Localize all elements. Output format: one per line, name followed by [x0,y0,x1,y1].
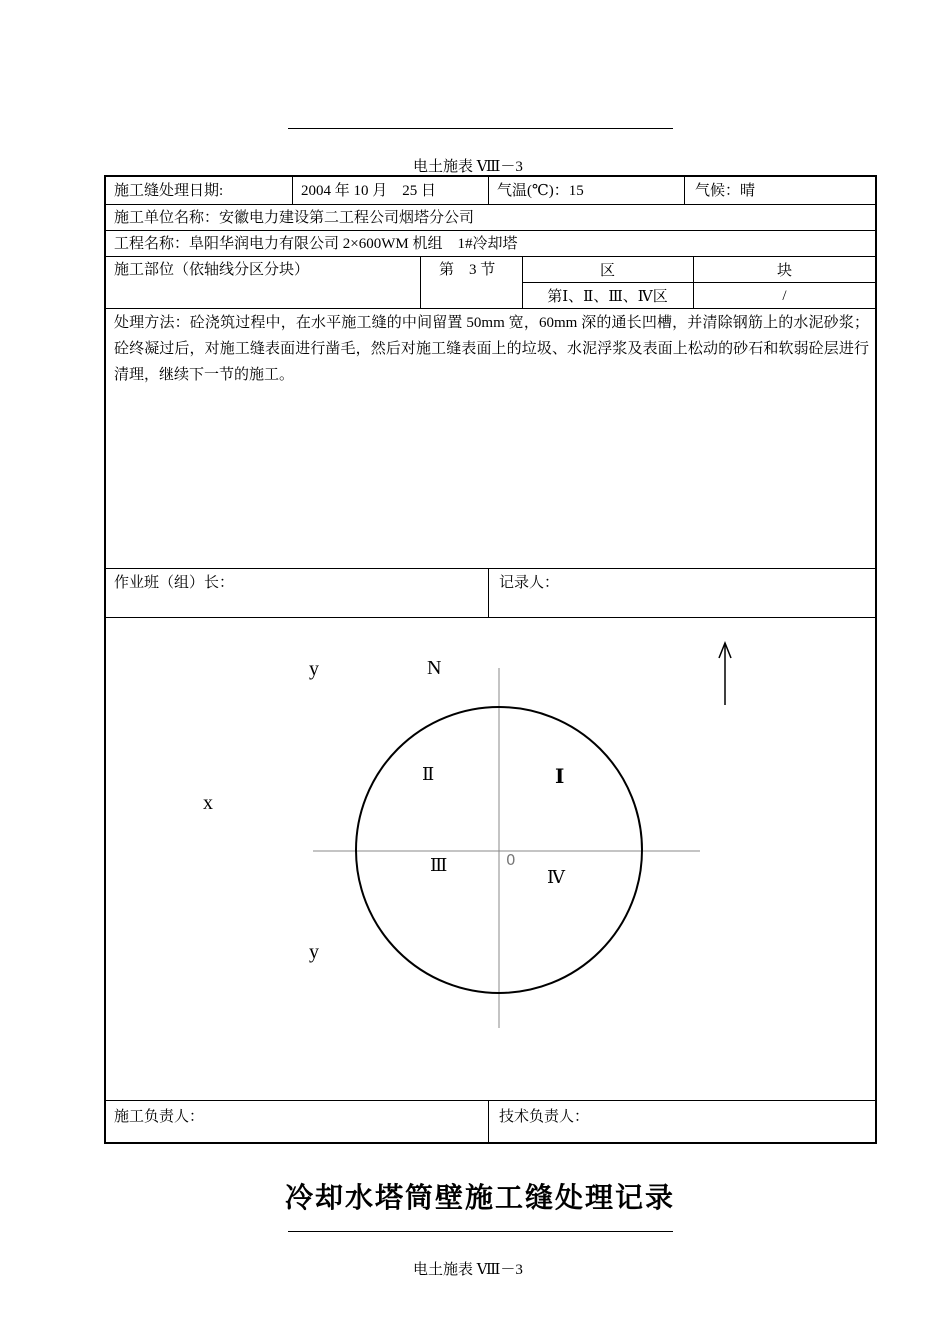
quadrant-4-label: Ⅳ [547,867,565,887]
block-header: 块 [776,263,792,279]
form-code-top: 电土施表 Ⅷ－3 [413,159,523,175]
x-axis-label: x [203,792,213,814]
row-divider [105,568,876,569]
date-value: 2004 年 10 月 25 日 [301,183,437,199]
footer-rule [288,1231,673,1232]
quadrant-1-label: Ⅰ [555,766,565,788]
project-name: 工程名称：阜阳华润电力有限公司 2×600WM 机组 1#冷却塔 [114,236,518,252]
row-divider [105,204,876,205]
treatment-method: 处理方法：砼浇筑过程中，在水平施工缝的中间留置 50mm 宽，60mm 深的通长凹槽，并清除钢筋上的水泥砂浆；砼终凝过后，对施工缝表面进行凿毛，然后对施工缝表面上的垃圾、水泥浮浆及表面上松动的砂石和软弱砼层进行清理，继续下一节的施工。 [114,315,869,383]
location-label: 施工部位（依轴线分区分块） [114,262,310,278]
col-divider [488,1100,489,1143]
construction-unit: 施工单位名称：安徽电力建设第二工程公司烟塔分公司 [114,210,475,226]
y-axis-label-bottom: y [309,941,319,963]
col-divider [420,256,421,308]
y-axis-label-top: y [309,658,319,680]
temperature: 气温(℃)：15 [497,183,584,199]
header-rule [288,128,673,129]
row-divider [105,256,876,257]
row-divider [105,308,876,309]
col-divider [292,176,293,204]
row-divider [105,1100,876,1101]
origin-label: 0 [506,851,516,869]
col-divider [684,176,685,204]
row-divider [522,282,876,283]
technical-lead-label: 技术负责人： [499,1109,590,1125]
section-number: 第 3 节 [439,262,496,278]
col-divider [488,568,489,617]
form-code-bottom: 电土施表 Ⅷ－3 [413,1262,523,1278]
recorder-label: 记录人： [499,575,560,591]
team-leader-label: 作业班（组）长： [114,575,235,591]
date-label: 施工缝处理日期: [114,183,224,199]
zone-value: 第Ⅰ、Ⅱ、Ⅲ、Ⅳ区 [547,289,668,305]
zone-diagram [105,618,876,1100]
north-label: N [427,657,442,679]
construction-lead-label: 施工负责人： [114,1109,205,1125]
quadrant-3-label: Ⅲ [430,855,448,875]
weather: 气候：晴 [695,183,756,199]
document-title: 冷却水塔筒壁施工缝处理记录 [284,1183,675,1214]
col-divider [488,176,489,204]
block-value: / [782,288,787,304]
zone-header: 区 [599,263,615,279]
quadrant-2-label: Ⅱ [422,764,435,784]
row-divider [105,230,876,231]
